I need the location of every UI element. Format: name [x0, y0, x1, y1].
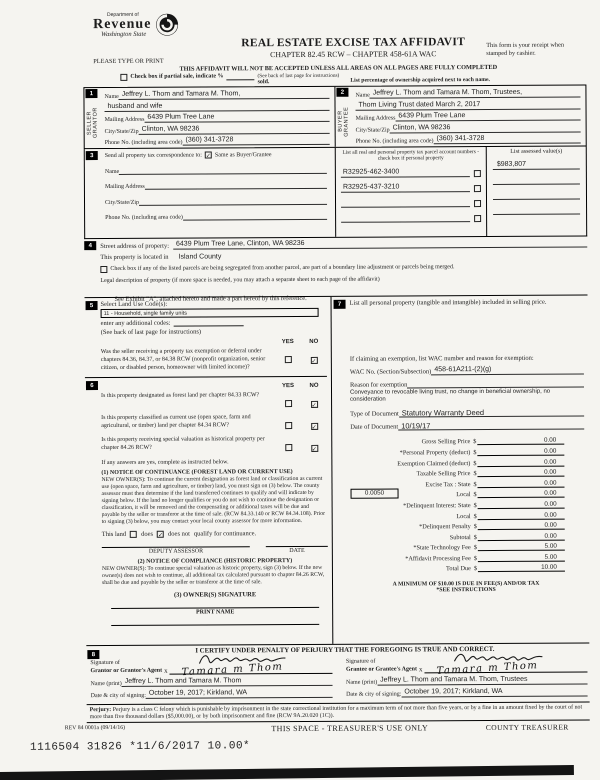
- seller-name-label: Name: [104, 93, 119, 101]
- does-not-checkbox[interactable]: ✓: [158, 532, 164, 540]
- grantee-signature-label: Signature of Grantee or Grantee's Agent: [345, 658, 418, 673]
- question-forest-land: [101, 392, 327, 412]
- owners-signature-label: (3) OWNER(S) SIGNATURE: [173, 591, 257, 600]
- corr-mailing-field[interactable]: [145, 180, 327, 190]
- dollar-sign: $: [473, 512, 477, 520]
- grantee-name-print-label: Name (print): [346, 679, 378, 686]
- fee-label: Total Due: [446, 565, 471, 573]
- dor-logo: [93, 12, 180, 38]
- see-instructions-note: *SEE INSTRUCTIONS: [436, 587, 496, 594]
- dollar-sign: $: [473, 459, 477, 467]
- additional-codes-label: enter any additional codes:: [100, 319, 171, 328]
- legal-description-label: Legal description of property (if more space is needed, you may attach a separate sheet to each page of the affidavit): [100, 276, 380, 285]
- form-title-block: [198, 36, 508, 60]
- grantor-date-city-field[interactable]: October 19, 2017; Kirkland, WA: [146, 689, 332, 699]
- segregated-checkbox[interactable]: [100, 266, 107, 273]
- buyer-phone-label: Phone No. (including area code): [355, 138, 434, 145]
- dollar-sign: $: [473, 491, 477, 499]
- fee-row-delinquent-interest-state: [351, 498, 565, 510]
- fee-row-taxable-selling-price: [350, 466, 564, 478]
- seller-side-label: SELLER GRANTOR: [86, 107, 99, 139]
- question-text: Is this property designated as forest land per chapter 84.33 RCW?: [101, 392, 260, 400]
- grantee-signature-text: Tamara m Thom: [436, 660, 539, 677]
- wac-number-field[interactable]: 458-61A211-(2)(g): [431, 365, 584, 375]
- fee-label: *Affidavit Processing Fee: [405, 554, 471, 563]
- fee-label: *Personal Property (deduct): [399, 449, 471, 457]
- date-label: DATE: [289, 548, 305, 555]
- seller-mailing-field[interactable]: 6439 Plum Tree Lane: [144, 113, 329, 123]
- fee-label: Excise Tax : State: [425, 480, 471, 489]
- parcel-row: [341, 183, 481, 193]
- deputy-assessor-label: DEPUTY ASSESSOR: [148, 548, 204, 556]
- does-checkbox[interactable]: [130, 531, 137, 538]
- yes-header: YES: [281, 339, 294, 346]
- same-as-buyer-label: Same as Buyer/Grantee: [214, 151, 272, 158]
- certification-section: [86, 642, 589, 704]
- rev-number: REV 84 0001a (09/14/16): [64, 724, 126, 732]
- sold-label: sold.: [257, 79, 270, 86]
- form-title: REAL ESTATE EXCISE TAX AFFIDAVIT: [241, 36, 466, 50]
- grantee-date-city-field[interactable]: October 19, 2017; Kirkland, WA: [401, 687, 587, 697]
- dollar-sign: $: [473, 565, 478, 573]
- notice-compliance-title: (2) NOTICE OF COMPLIANCE (HISTORIC PROPERTY): [137, 558, 293, 566]
- additional-codes-field[interactable]: [173, 319, 243, 326]
- agency-name-label: Revenue: [93, 16, 152, 33]
- seller-phone-label: Phone No. (including area code): [104, 139, 183, 147]
- seller-mailing-label: Mailing Address: [104, 116, 145, 124]
- personal-property-checkbox[interactable]: [474, 170, 481, 177]
- instructions-note: (See back of last page for instructions): [257, 72, 340, 80]
- no-checkbox[interactable]: ✓: [311, 424, 317, 432]
- corr-name-label: Name: [104, 168, 120, 175]
- partial-sale-checkbox[interactable]: [120, 74, 127, 81]
- yes-checkbox[interactable]: [285, 422, 292, 429]
- no-checkbox[interactable]: ✓: [311, 402, 317, 410]
- question-text: Is this property receiving special valuation as historical property per chapter 84.26 RCW?: [101, 436, 265, 452]
- minimum-fee-note: A MINIMUM OF $10.00 IS DUE IN FEE(S) AND/OR TAX: [392, 581, 540, 589]
- owner-print-name-line[interactable]: [111, 624, 319, 626]
- section-5-badge: 5: [86, 301, 98, 310]
- fee-row-excise-tax-state: [350, 477, 564, 489]
- grantor-name-print-label: Name (print): [90, 680, 122, 688]
- local-rate-box[interactable]: 0.0050: [351, 489, 399, 499]
- same-as-buyer-checkbox[interactable]: ✓: [205, 152, 211, 160]
- partial-sale-note: [258, 73, 340, 87]
- parcel-number-field[interactable]: R32925-437-3210: [341, 183, 470, 193]
- no-checkbox[interactable]: ✓: [311, 357, 317, 365]
- fee-value-field[interactable]: 0.00: [478, 511, 565, 519]
- seller-section: [84, 87, 334, 148]
- fee-label: *State Technology Fee: [413, 544, 471, 552]
- does-label: does: [141, 531, 154, 539]
- corr-mailing-label: Mailing Address: [104, 183, 145, 191]
- fee-value-field[interactable]: 0.00: [478, 532, 565, 540]
- dollar-sign: $: [473, 523, 477, 531]
- section-1-badge: 1: [85, 89, 97, 98]
- perjury-text: Perjury is a class C felony which is punishable by imprisonment in the state correctional institution for a maximum term of not more than five years, or by a fine in an amount fixed by the court of not more than five thousand dollars ($5,000.00), or by both imprisonment and fine (RCW 9A.20.020 (1C)).: [89, 704, 583, 721]
- fee-row-excise-tax-local: [351, 487, 565, 499]
- section-6-badge: 6: [86, 381, 98, 390]
- please-type-note: PLEASE TYPE OR PRINT: [93, 57, 164, 66]
- dollar-sign: $: [473, 438, 477, 446]
- street-address-label: Street address of property:: [100, 242, 170, 251]
- parcel-numbers-section: [335, 147, 487, 237]
- partial-sale-label: Check box if partial sale, indicate %: [130, 73, 224, 80]
- fee-row-state-technology-fee: [351, 540, 565, 552]
- yes-no-header: [101, 383, 327, 390]
- form-footer: [65, 722, 590, 734]
- qualify-label: qualify for continuance.: [193, 530, 257, 538]
- grantor-signature-field[interactable]: [170, 660, 332, 679]
- seller-side-band: [85, 98, 98, 147]
- buyer-mailing-field[interactable]: 6439 Plum Tree Lane: [395, 112, 580, 122]
- correspondence-section: [85, 148, 335, 238]
- if-yes-note: If any answers are yes, complete as instructed below.: [101, 459, 229, 467]
- fee-table: [350, 434, 565, 573]
- fee-row-exemption-claimed: [350, 456, 564, 468]
- fee-value-field[interactable]: 0.00: [478, 490, 565, 498]
- fee-label: Subtotal: [449, 533, 471, 541]
- fee-value-field[interactable]: 0.00: [478, 458, 565, 466]
- fee-value-field[interactable]: 0.00: [478, 479, 565, 487]
- dollar-sign: $: [473, 544, 478, 552]
- personal-property-checkbox[interactable]: [474, 185, 481, 192]
- fee-row-personal-property: [350, 445, 564, 457]
- grantee-signature-block: [346, 653, 588, 697]
- personal-property-label: List all personal property (tangible and intangible) included in selling price.: [349, 298, 547, 307]
- corr-phone-field[interactable]: [183, 211, 327, 221]
- fee-label: Local: [456, 512, 471, 520]
- buyer-name-label: Name: [355, 92, 370, 99]
- located-label: This property is located in: [100, 253, 169, 262]
- send-correspondence-label: Send all property tax correspondence to:: [104, 152, 202, 159]
- dor-swirl-icon: [154, 12, 180, 38]
- notice-compliance-body: NEW OWNER(S): To continue special valuation as historic property, sign (3) below. If the new owner(s) does not wish to continue, all additional tax calculated pursuant to chapter 84.26 RCW, shall be due and payable by the seller or transferor at the time of sale.: [101, 565, 325, 587]
- corr-city-label: City/State/Zip: [104, 199, 140, 206]
- parcel-row: [341, 198, 481, 208]
- exhibit-text: See Exhibit "A", attached hereto and made a part hereof by this reference.: [114, 294, 307, 303]
- assessed-header: List assessed value(s): [510, 148, 563, 155]
- perjury-label: Perjury:: [89, 706, 112, 714]
- parcel-row: [341, 168, 481, 178]
- print-name-label: PRINT NAME: [195, 609, 235, 616]
- parcel-header: List all real and personal property tax parcel account numbers - check box if personal property: [342, 149, 480, 163]
- dollar-sign: $: [473, 533, 477, 541]
- section-8-badge: 8: [87, 650, 99, 659]
- grantee-date-city-label: Date & city of signing:: [346, 691, 402, 698]
- buyer-city-label: City/State/Zip: [355, 127, 390, 134]
- wac-label: WAC No. (Section/Subsection): [349, 368, 432, 376]
- form-subtitle: CHAPTER 82.45 RCW – CHAPTER 458-61A WAC: [270, 49, 437, 60]
- does-not-label: does not: [168, 530, 190, 539]
- buyer-side-label: BUYER GRANTEE: [337, 106, 350, 137]
- fee-label: Local: [456, 491, 471, 499]
- receipt-note: This form is your receipt when stamped by cashier.: [486, 41, 565, 58]
- grantor-signature-text: Tamara m Thom: [181, 661, 284, 679]
- corr-name-field[interactable]: [119, 164, 327, 174]
- parcel-number-field[interactable]: [341, 198, 470, 208]
- yes-checkbox[interactable]: [284, 356, 291, 363]
- assessed-value-field[interactable]: $983,807: [493, 161, 580, 170]
- buyer-side-band: [336, 97, 349, 146]
- fee-value-field[interactable]: 10.00: [478, 564, 565, 572]
- buyer-mailing-label: Mailing Address: [355, 115, 396, 122]
- fee-row-total-due: [351, 562, 565, 574]
- doc-type-label: Type of Document: [350, 410, 399, 418]
- fee-value-field[interactable]: 5.00: [478, 543, 565, 551]
- section-2-badge: 2: [336, 88, 348, 97]
- assessed-values-section: [487, 147, 586, 237]
- question-text: Was the seller receiving a property tax exemption or deferral under chapters 84.36, 84.37, or 84.38 RCW (nonprofit organization, senior citizen, or disabled person, homeowner with limited income)?: [100, 348, 266, 371]
- signature-x-mark: x: [418, 665, 423, 674]
- agency-state-label: Washington State: [101, 30, 147, 39]
- yes-no-header: [101, 339, 327, 346]
- warning-note: THIS AFFIDAVIT WILL NOT BE ACCEPTED UNLESS ALL AREAS ON ALL PAGES ARE FULLY COMPLETED: [179, 63, 498, 73]
- personal-property-checkbox[interactable]: [474, 200, 481, 207]
- fee-row-subtotal: [351, 530, 565, 542]
- fee-value-field[interactable]: 0.00: [477, 448, 564, 456]
- no-header: NO: [309, 338, 319, 345]
- land-prefix-label: This land: [101, 531, 127, 539]
- left-column: [85, 297, 334, 645]
- reason-exemption-text: Conveyance to revocable living trust, no change in beneficial ownership, no consideration: [349, 388, 551, 404]
- land-use-instructions-note: (See back of last page for instructions): [100, 328, 202, 337]
- yes-checkbox[interactable]: [285, 444, 292, 451]
- land-use-label: Select Land Use Code(s):: [100, 300, 168, 309]
- grantee-name-print-field[interactable]: Jeffrey L. Thom and Tamara M. Thom, Trustees: [377, 675, 587, 685]
- fee-row-delinquent-interest-local: [351, 509, 565, 521]
- fee-label: *Delinquent Penalty: [419, 523, 471, 531]
- treasurer-space-label: THIS SPACE - TREASURER'S USE ONLY: [271, 723, 429, 734]
- dollar-sign: $: [473, 480, 477, 488]
- correspondence-parcels-row: [84, 146, 587, 239]
- deputy-assessor-labels: [102, 548, 328, 555]
- buyer-name-field[interactable]: Jeffrey L. Thom and Tamara M. Thom, Trustees,: [370, 89, 581, 99]
- partial-sale-percent-field[interactable]: [227, 73, 255, 80]
- seller-phone-field[interactable]: (360) 341-3728: [182, 136, 329, 146]
- buyer-section: [334, 86, 585, 147]
- dollar-sign: $: [473, 501, 477, 510]
- buyer-phone-field[interactable]: (360) 341-3728: [433, 135, 580, 145]
- certification-statement: I CERTIFY UNDER PENALTY OF PERJURY THAT THE FOREGOING IS TRUE AND CORRECT.: [195, 645, 495, 655]
- fee-value-field[interactable]: 5.00: [478, 554, 565, 562]
- reason-exemption-field[interactable]: [407, 378, 584, 388]
- fee-row-delinquent-penalty: [351, 519, 565, 531]
- notice-continuance-title: (1) NOTICE OF CONTINUANCE (FOREST LAND OR CURRENT USE): [101, 469, 293, 477]
- section-4-badge: 4: [84, 241, 96, 250]
- assessed-value-field[interactable]: [493, 176, 580, 185]
- grantor-name-print-field[interactable]: Jeffrey L. Thom and Tamara M. Thom: [122, 677, 332, 687]
- dollar-sign: $: [473, 470, 477, 478]
- no-checkbox[interactable]: ✓: [311, 446, 317, 454]
- personal-property-checkbox[interactable]: [474, 215, 481, 222]
- reason-exemption-label: Reason for exemption: [349, 381, 408, 389]
- fee-label: Gross Selling Price: [421, 438, 471, 446]
- dor-logo-text: [93, 12, 151, 38]
- seller-name-field-2[interactable]: husband and wife: [104, 101, 329, 111]
- fee-row-affidavit-processing-fee: [351, 551, 565, 563]
- assessed-value-field[interactable]: [493, 206, 580, 215]
- fee-value-field[interactable]: 0.00: [478, 501, 565, 509]
- fee-label: *Delinquent Interest: State: [403, 502, 471, 510]
- cashier-stamp: 1116504 31826 *11/6/2017 10.00*: [29, 740, 251, 754]
- signature-x-mark: x: [164, 666, 168, 675]
- county-field[interactable]: Island County: [178, 253, 222, 261]
- question-historical-property: [101, 436, 327, 456]
- doc-type-field[interactable]: Statutory Warranty Deed: [399, 407, 584, 417]
- grantor-signature-label: Signature of Grantor or Grantor's Agent: [90, 659, 163, 674]
- section-3-badge: 3: [86, 151, 98, 160]
- land-use-code-select[interactable]: 11 - Household, single family units: [101, 308, 319, 318]
- dollar-sign: $: [473, 554, 478, 562]
- agency-dept-label: Department of: [107, 11, 139, 19]
- section-6: [85, 376, 328, 626]
- doc-date-field[interactable]: 10/19/17: [398, 420, 584, 430]
- parcel-row: [341, 213, 481, 223]
- fee-value-field[interactable]: 0.00: [478, 522, 565, 530]
- property-section: [84, 238, 587, 303]
- parties-box: [83, 84, 586, 149]
- grantor-date-city-label: Date & city of signing:: [90, 692, 146, 700]
- seller-city-label: City/State/Zip: [104, 128, 139, 135]
- grantee-signature-field[interactable]: [424, 658, 587, 677]
- fee-row-gross-selling-price: [350, 434, 564, 446]
- buyer-city-field[interactable]: Clinton, WA 98236: [390, 123, 581, 133]
- assessed-value-field[interactable]: [493, 191, 580, 200]
- grantor-signature-block: [90, 655, 332, 699]
- section-7-badge: 7: [334, 300, 346, 309]
- yes-checkbox[interactable]: [285, 400, 292, 407]
- segregated-label: Check box if any of the listed parcels are being segregated from another parcel, are part of a boundary line adjustment or parcels being merged.: [110, 264, 455, 272]
- middle-columns: [85, 294, 590, 645]
- question-text: Is this property classified as current use (open space, farm and agricultural, or timber) land per chapter 84.34 RCW?: [101, 414, 251, 430]
- seller-name-field[interactable]: Jeffrey L. Thom and Tamara M. Thom,: [119, 90, 330, 100]
- dollar-sign: $: [473, 449, 477, 457]
- corr-phone-label: Phone No. (including area code): [105, 214, 183, 222]
- fee-value-field[interactable]: 0.00: [478, 469, 565, 477]
- fee-label: Exemption Claimed (deduct): [397, 459, 471, 468]
- notice-continuance-body: NEW OWNER(S): To continue the current designation as forest land or classification as current use (open space, farm and agriculture, or timber) land, you must sign on (3) below. The county assessor must then determine if the land transferred continues to qualify and will indicate by signing below. If the land no longer qualifies or you do not wish to continue the designation or classification, it will be removed and the compensating or additional taxes will be due and payable by the seller or transferor at the time of sale. (RCW 84.33.140 or RCW 84.34.108). Prior to signing (3) below, you may contact your local county assessor for more information.: [101, 476, 326, 526]
- perjury-notice: [87, 701, 590, 723]
- ownership-note: List percentage of ownership acquired next to each name.: [350, 77, 491, 84]
- buyer-name-field-2[interactable]: Thom Living Trust dated March 2, 2017: [355, 100, 580, 110]
- fee-label-with-rate: [351, 488, 471, 499]
- question-current-use: [101, 414, 327, 434]
- claiming-exemption-label: If claiming an exemption, list WAC number and reason for exemption:: [349, 354, 534, 363]
- seller-city-field[interactable]: Clinton, WA 98236: [139, 124, 330, 134]
- no-header: NO: [309, 383, 319, 390]
- fee-value-field[interactable]: 0.00: [477, 437, 564, 445]
- continuance-qualify-row: [102, 530, 328, 538]
- question-tax-exemption: [101, 348, 327, 373]
- parcel-number-field[interactable]: R32925-462-3400: [341, 168, 470, 178]
- right-column: [332, 295, 590, 643]
- corr-city-field[interactable]: [139, 195, 327, 205]
- yes-header: YES: [281, 383, 294, 390]
- county-treasurer-label: COUNTY TREASURER: [485, 722, 569, 733]
- fee-label: Taxable Selling Price: [416, 470, 471, 478]
- parcel-number-field[interactable]: [341, 213, 470, 223]
- street-address-field[interactable]: 6439 Plum Tree Lane, Clinton, WA 98236: [173, 238, 587, 249]
- doc-date-label: Date of Document: [350, 423, 399, 431]
